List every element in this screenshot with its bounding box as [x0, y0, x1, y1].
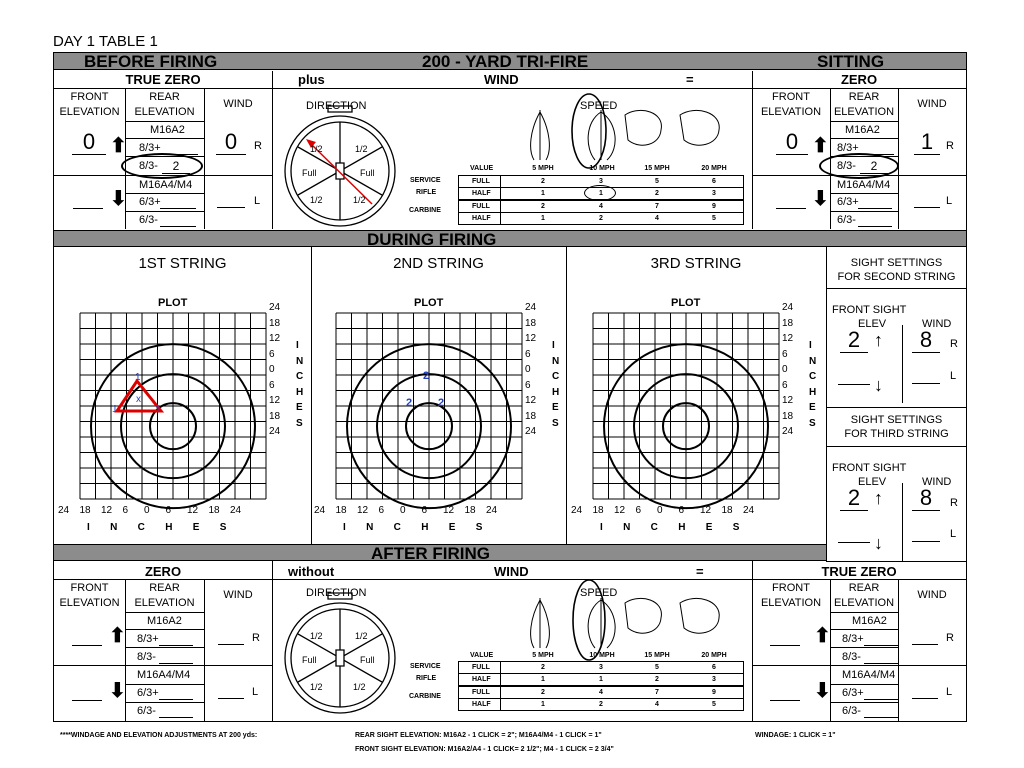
rear-63minus-label: 6/3-	[837, 214, 856, 226]
front-label: FRONT	[70, 582, 109, 594]
x-tick-label: 12	[357, 505, 369, 516]
y-tick-label: 6	[269, 348, 275, 360]
rear-83minus-label: 8/3-	[137, 651, 156, 663]
arrow-down-icon: ⬇	[812, 188, 829, 210]
table-cell: 2	[655, 676, 659, 684]
half-label-ur: 1/2	[355, 631, 368, 641]
wind-label: WIND	[922, 476, 952, 488]
page-title: DAY 1 TABLE 1	[53, 33, 158, 50]
table-cell: 4	[655, 700, 659, 708]
rear-63minus-label: 6/3-	[137, 705, 156, 717]
y-tick-label: 18	[525, 317, 537, 329]
x-tick-label: 24	[571, 505, 583, 516]
rear-63plus-label: 6/3+	[139, 196, 161, 208]
rear-label: REAR	[149, 91, 180, 103]
y-tick-label: 18	[782, 410, 794, 422]
x-tick-label: 12	[443, 505, 455, 516]
x-tick-label: 18	[208, 505, 220, 516]
wind-label: WIND	[484, 72, 519, 87]
inches-letter: C	[296, 371, 304, 382]
full-label-l: Full	[302, 655, 317, 665]
tri-fire-heading: 200 - YARD TRI-FIRE	[422, 52, 589, 71]
string-3-title: 3RD STRING	[650, 255, 742, 272]
table-cell: 9	[712, 202, 716, 210]
wind-right-label: R	[946, 140, 954, 152]
m16a4-label: M16A4/M4	[837, 179, 891, 191]
third-title-1: SIGHT SETTINGS	[850, 414, 943, 426]
plus-label: plus	[298, 72, 325, 87]
inches-letter: N	[296, 355, 304, 367]
table-cell: 4	[599, 202, 603, 210]
row-label: FULL	[472, 688, 490, 696]
row-label: HALF	[472, 190, 491, 198]
speed-label: SPEED	[580, 100, 618, 112]
x-tick-label: 18	[721, 505, 733, 516]
y-tick-label: 12	[525, 395, 537, 406]
x-tick-label: 0	[657, 505, 663, 516]
x-tick-label: 24	[230, 505, 242, 516]
half-label-ll: 1/2	[310, 195, 323, 205]
arrow-down-icon: ⬇	[110, 188, 127, 210]
x-tick-label: 18	[592, 505, 604, 516]
arrow-up-icon: ⬆	[110, 135, 127, 157]
rear-83minus-value[interactable]: 2	[860, 159, 888, 174]
y-tick-label: 18	[782, 317, 794, 329]
inches-letter: H	[552, 386, 560, 398]
table-cell: 2	[599, 700, 603, 708]
y-tick-label: 6	[782, 348, 788, 360]
full-label-r: Full	[360, 168, 375, 178]
wind-value[interactable]: 0	[216, 130, 246, 155]
half-label-ul: 1/2	[310, 144, 323, 154]
speed-5: 5 MPH	[532, 652, 554, 659]
wind-label-bottom: WIND	[494, 564, 529, 579]
y-tick-label: 12	[782, 333, 794, 344]
m16a2-label: M16A2	[147, 615, 182, 627]
wind-value[interactable]: 1	[914, 130, 940, 155]
wind-r: R	[950, 497, 958, 509]
half-label-ul: 1/2	[310, 631, 323, 641]
x-tick-label: 24	[58, 505, 70, 516]
wind-left-label: L	[252, 686, 259, 698]
table-cell: 2	[541, 688, 545, 696]
arrow-down-icon: ⬇	[814, 680, 831, 702]
rear-63minus-label: 6/3-	[842, 705, 861, 717]
x-tick-label: 6	[635, 505, 642, 516]
string-1-title: 1ST STRING	[138, 255, 227, 272]
wind-left-label: L	[254, 195, 261, 207]
inches-letter: E	[296, 402, 303, 413]
inches-letter: I	[809, 340, 812, 351]
table-cell: 2	[541, 178, 545, 185]
wind-column-label: WIND	[223, 98, 253, 110]
front-sight-label: FRONT SIGHT	[832, 304, 907, 316]
table-cell: 1	[541, 676, 545, 684]
y-tick-label: 24	[525, 302, 537, 313]
table-cell: 1	[541, 700, 545, 708]
table-cell: 5	[655, 664, 659, 671]
row-label: HALF	[472, 700, 491, 708]
y-tick-label: 12	[269, 395, 281, 406]
x-tick-label: 0	[144, 505, 150, 516]
m16a4-label: M16A4/M4	[137, 669, 191, 681]
table-cell: 2	[655, 190, 659, 198]
footer-note-2: REAR SIGHT ELEVATION: M16A2 - 1 CLICK = 2"; M16A4/M4 - 1 CLICK = 1"	[355, 732, 602, 739]
x-tick-label: 12	[101, 505, 113, 516]
x-tick-label: 6	[378, 505, 385, 516]
x-tick-label: 18	[464, 505, 476, 516]
inches-letter: H	[296, 386, 304, 398]
true-zero-label-bottom: TRUE ZERO	[821, 564, 897, 579]
wind-column-label: WIND	[223, 589, 253, 601]
m16a2-label: M16A2	[852, 615, 887, 627]
rear-83minus-label: 8/3-	[139, 160, 158, 172]
wind-left-label: L	[946, 686, 953, 698]
inches-letter: E	[809, 402, 816, 413]
rear-83plus-label: 8/3+	[137, 633, 159, 645]
y-tick-label: 24	[269, 302, 281, 313]
arrow-up-icon: ↑	[874, 330, 883, 350]
table-cell: 1	[599, 190, 603, 198]
true-zero-label: TRUE ZERO	[125, 72, 201, 87]
x-tick-label: 24	[486, 505, 498, 516]
table-cell: 2	[599, 214, 603, 222]
table-cell: 1	[599, 676, 603, 684]
rifle-label: RIFLE	[416, 675, 437, 682]
inches-letter: C	[552, 371, 560, 382]
before-firing-heading: BEFORE FIRING	[84, 52, 218, 71]
second-title-1: SIGHT SETTINGS	[850, 257, 943, 269]
x-tick-label: 18	[335, 505, 347, 516]
table-cell: 5	[655, 178, 659, 185]
service-label: SERVICE	[410, 663, 441, 670]
y-tick-label: 6	[269, 379, 275, 391]
y-tick-label: 12	[525, 333, 537, 344]
full-label-r: Full	[360, 655, 375, 665]
inches-letter: E	[552, 402, 559, 413]
table-cell: 2	[541, 202, 545, 210]
third-title-2: FOR THIRD STRING	[844, 428, 949, 440]
wind-right-label: R	[254, 140, 262, 152]
y-tick-label: 18	[269, 317, 281, 329]
string-2-title: 2ND STRING	[393, 255, 484, 272]
front-elevation-label: ELEVATION	[760, 597, 822, 609]
m16a2-label: M16A2	[150, 124, 185, 136]
y-tick-label: 0	[269, 364, 275, 375]
arrow-down-icon: ⬇	[109, 680, 126, 702]
inches-axis-label: I N C H E S	[343, 522, 486, 533]
row-label: HALF	[472, 214, 491, 222]
second-title-2: FOR SECOND STRING	[837, 271, 956, 283]
after-firing-heading: AFTER FIRING	[371, 544, 490, 563]
shot-mark: 2	[438, 397, 445, 409]
inches-letter: H	[809, 386, 817, 398]
table-cell: 3	[712, 676, 716, 684]
second-elev-value[interactable]: 2	[840, 328, 868, 353]
y-tick-label: 24	[269, 426, 281, 437]
front-sight-label: FRONT SIGHT	[832, 462, 907, 474]
full-label-l: Full	[302, 168, 317, 178]
table-cell: 1	[541, 190, 545, 198]
shot-mark: 1	[155, 404, 161, 415]
rear-label: REAR	[149, 582, 180, 594]
table-cell: 3	[599, 664, 603, 671]
arrow-down-icon: ↓	[874, 533, 883, 553]
table-cell: 7	[655, 202, 659, 210]
m16a4-label: M16A4/M4	[842, 669, 896, 681]
table-cell: 1	[541, 214, 545, 222]
front-label: FRONT	[772, 91, 810, 103]
rear-83plus-label: 8/3+	[837, 142, 859, 154]
half-label-lr: 1/2	[353, 195, 366, 205]
front-elevation-value[interactable]: 0	[72, 130, 106, 155]
wind-label: WIND	[922, 318, 952, 330]
half-label-ll: 1/2	[310, 682, 323, 692]
inches-letter: S	[552, 417, 559, 429]
value-label: VALUE	[470, 652, 494, 659]
inches-axis-label: I N C H E S	[87, 522, 230, 533]
half-label-ur: 1/2	[355, 144, 368, 154]
wind-column-label: WIND	[917, 589, 947, 601]
elev-label: ELEV	[858, 318, 887, 330]
y-tick-label: 18	[525, 410, 537, 422]
rear-elevation-label: ELEVATION	[134, 106, 195, 118]
arrow-down-icon: ↓	[874, 375, 883, 395]
x-tick-label: 12	[614, 505, 626, 516]
speed-5: 5 MPH	[532, 165, 554, 172]
table-cell: 6	[712, 664, 716, 671]
rear-63plus-label: 6/3+	[837, 196, 859, 208]
wind-left-label: L	[946, 195, 953, 207]
y-tick-label: 6	[525, 379, 531, 391]
shot-mark: 1	[112, 404, 118, 415]
footer-note-1: ****WINDAGE AND ELEVATION ADJUSTMENTS AT 200 yds:	[60, 732, 258, 739]
shot-mark: 2	[423, 370, 430, 382]
inches-letter: S	[296, 417, 303, 429]
x-tick-label: 6	[421, 505, 428, 516]
inches-letter: I	[552, 340, 555, 351]
table-cell: 5	[712, 214, 716, 222]
table-cell: 6	[712, 178, 716, 185]
inches-letter: N	[809, 355, 817, 367]
equals-label: =	[686, 72, 694, 87]
value-label: VALUE	[470, 165, 494, 172]
x-tick-label: 0	[400, 505, 406, 516]
y-tick-label: 0	[525, 364, 531, 375]
inches-axis-label: I N C H E S	[600, 522, 743, 533]
front-elevation-label: ELEVATION	[59, 106, 120, 118]
x-tick-label: 12	[187, 505, 199, 516]
y-tick-label: 6	[525, 348, 531, 360]
x-tick-label: 24	[314, 505, 326, 516]
rifle-label: RIFLE	[416, 189, 437, 196]
speed-20: 20 MPH	[701, 165, 727, 172]
shot-mark: 2	[406, 397, 413, 409]
rear-83minus-label: 8/3-	[842, 651, 861, 663]
y-tick-label: 24	[525, 426, 537, 437]
table-cell: 3	[599, 178, 603, 185]
speed-15: 15 MPH	[644, 165, 670, 172]
rear-83plus-label: 8/3+	[139, 142, 161, 154]
wind-right-label: R	[252, 632, 260, 644]
third-elev-value[interactable]: 2	[840, 486, 868, 511]
x-tick-label: 6	[678, 505, 685, 516]
service-label: SERVICE	[410, 177, 441, 184]
shot-mark: 1	[135, 372, 141, 383]
inches-letter: S	[809, 417, 816, 429]
row-label: HALF	[472, 676, 491, 684]
third-wind-value[interactable]: 8	[912, 486, 940, 511]
row-label: FULL	[472, 178, 490, 185]
elev-label: ELEV	[858, 476, 887, 488]
table-cell: 9	[712, 688, 716, 696]
rear-83plus-label: 8/3+	[842, 633, 864, 645]
x-tick-label: 6	[165, 505, 172, 516]
table-cell: 4	[655, 214, 659, 222]
x-tick-label: 24	[743, 505, 755, 516]
y-tick-label: 6	[782, 379, 788, 391]
rear-elevation-label: ELEVATION	[134, 597, 195, 609]
y-tick-label: 24	[782, 302, 794, 313]
half-label-lr: 1/2	[353, 682, 366, 692]
y-tick-label: 12	[782, 395, 794, 406]
inches-letter: C	[809, 371, 817, 382]
speed-10: 10 MPH	[589, 652, 615, 659]
x-tick-label: 6	[122, 505, 129, 516]
y-tick-label: 12	[269, 333, 281, 344]
shot-mark: x	[136, 394, 141, 405]
front-label: FRONT	[70, 91, 109, 103]
inches-letter: N	[552, 355, 560, 367]
sitting-heading: SITTING	[817, 52, 885, 71]
table-cell: 3	[712, 190, 716, 198]
rear-63plus-label: 6/3+	[842, 687, 864, 699]
table-cell: 7	[655, 688, 659, 696]
footer-note-4: FRONT SIGHT ELEVATION: M16A2/A4 - 1 CLICK= 2 1/2"; M4 - 1 CLICK = 2 3/4"	[355, 746, 614, 753]
arrow-up-icon: ⬆	[109, 625, 126, 647]
carbine-label: CARBINE	[409, 207, 441, 214]
y-tick-label: 18	[269, 410, 281, 422]
front-elevation-label: ELEVATION	[760, 106, 822, 118]
inches-letter: I	[296, 340, 299, 351]
plot-label: PLOT	[671, 297, 701, 309]
zero-label: ZERO	[840, 72, 878, 87]
rear-elevation-label: ELEVATION	[833, 106, 895, 118]
rear-label: REAR	[848, 582, 880, 594]
speed-15: 15 MPH	[644, 652, 670, 659]
row-label: FULL	[472, 202, 490, 210]
arrow-up-icon: ⬆	[812, 135, 829, 157]
rear-63minus-label: 6/3-	[139, 214, 158, 226]
second-wind-value[interactable]: 8	[912, 328, 940, 353]
table-cell: 4	[599, 688, 603, 696]
direction-label: DIRECTION	[306, 100, 367, 112]
front-elevation-value[interactable]: 0	[776, 130, 808, 155]
rear-83minus-label: 8/3-	[837, 160, 856, 172]
rear-63plus-label: 6/3+	[137, 687, 159, 699]
arrow-up-icon: ↑	[874, 488, 883, 508]
wind-l: L	[950, 370, 957, 382]
wind-right-label: R	[946, 632, 954, 644]
carbine-label: CARBINE	[409, 693, 441, 700]
x-tick-label: 18	[79, 505, 91, 516]
y-tick-label: 0	[782, 364, 788, 375]
plot-label: PLOT	[158, 297, 188, 309]
during-firing-heading: DURING FIRING	[367, 230, 497, 249]
zero-label-bottom: ZERO	[144, 564, 182, 579]
without-label: without	[288, 564, 335, 579]
speed-10: 10 MPH	[589, 165, 615, 172]
m16a2-label: M16A2	[845, 124, 880, 136]
speed-label: SPEED	[580, 587, 618, 599]
front-label: FRONT	[772, 582, 810, 594]
rear-83minus-value[interactable]: 2	[162, 159, 190, 174]
x-tick-label: 12	[700, 505, 712, 516]
front-elevation-label: ELEVATION	[59, 597, 120, 609]
y-tick-label: 24	[782, 426, 794, 437]
table-cell: 5	[712, 700, 716, 708]
equals-label-bottom: =	[696, 564, 704, 579]
arrow-up-icon: ⬆	[814, 625, 831, 647]
wind-r: R	[950, 338, 958, 350]
m16a4-label: M16A4/M4	[139, 179, 193, 191]
rear-label: REAR	[848, 91, 880, 103]
plot-label: PLOT	[414, 297, 444, 309]
direction-label: DIRECTION	[306, 587, 367, 599]
row-label: FULL	[472, 664, 490, 671]
footer-note-3: WINDAGE: 1 CLICK = 1"	[755, 732, 836, 739]
rear-elevation-label: ELEVATION	[833, 597, 895, 609]
speed-20: 20 MPH	[701, 652, 727, 659]
wind-column-label: WIND	[917, 98, 947, 110]
wind-l: L	[950, 528, 957, 540]
table-cell: 2	[541, 664, 545, 671]
